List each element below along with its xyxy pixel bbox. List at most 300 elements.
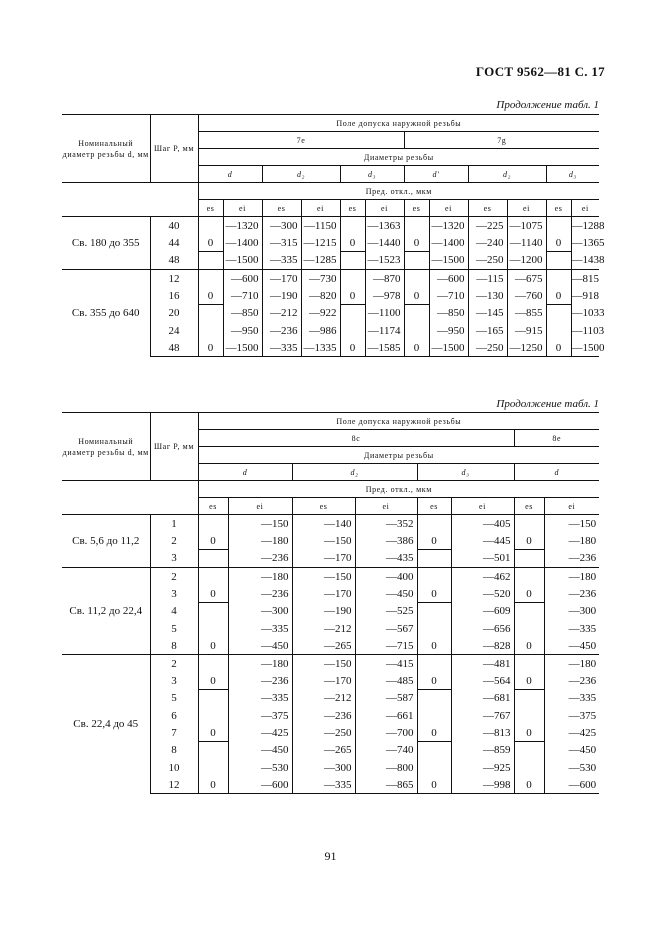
deviation-type-header: ei [223, 200, 262, 217]
value-cell: —1285 [301, 252, 340, 270]
value-cell: —661 [355, 707, 417, 724]
value-cell: —501 [451, 550, 514, 568]
nominal-diameter-cell: Св. 11,2 до 22,4 [62, 568, 150, 655]
value-cell: —335 [262, 252, 301, 270]
value-cell: —335 [544, 620, 599, 637]
value-cell [417, 515, 451, 533]
value-cell: —609 [451, 603, 514, 621]
value-cell: —236 [544, 550, 599, 568]
value-cell: —700 [355, 724, 417, 742]
pitch-cell: 1 [150, 515, 198, 533]
value-cell: —1363 [365, 217, 404, 235]
value-cell [514, 707, 544, 724]
deviation-type-header: ei [507, 200, 546, 217]
value-cell [514, 759, 544, 776]
value-cell: —600 [228, 776, 292, 794]
value-cell: —130 [468, 287, 507, 305]
value-cell [340, 305, 365, 323]
value-cell: —600 [429, 270, 468, 288]
value-cell: —145 [468, 305, 507, 323]
value-cell: —922 [301, 305, 340, 323]
value-cell: —1140 [507, 234, 546, 252]
value-cell: —236 [544, 585, 599, 603]
field-header: 7e [198, 132, 404, 149]
value-cell: —950 [429, 322, 468, 339]
value-cell: 0 [198, 287, 223, 305]
deviation-type-header: ei [544, 498, 599, 515]
value-cell: —425 [544, 724, 599, 742]
value-cell: —564 [451, 672, 514, 690]
value-cell: 0 [340, 234, 365, 252]
value-cell: —1500 [429, 252, 468, 270]
value-cell [340, 217, 365, 235]
pitch-cell: 5 [150, 620, 198, 637]
value-cell: —212 [292, 690, 355, 708]
value-cell: —1500 [223, 339, 262, 357]
deviation-type-header: ei [228, 498, 292, 515]
value-cell: 0 [417, 532, 451, 550]
pitch-cell: 7 [150, 724, 198, 742]
value-cell [404, 252, 429, 270]
deviation-type-header: ei [451, 498, 514, 515]
value-cell: —1523 [365, 252, 404, 270]
value-cell: —375 [228, 707, 292, 724]
value-cell: —740 [355, 742, 417, 760]
pitch-cell: 10 [150, 759, 198, 776]
value-cell: —530 [228, 759, 292, 776]
value-cell: 0 [198, 532, 228, 550]
value-cell: —150 [292, 532, 355, 550]
value-cell: —800 [355, 759, 417, 776]
value-cell: —225 [468, 217, 507, 235]
value-cell: 0 [546, 234, 571, 252]
value-cell: —1500 [223, 252, 262, 270]
deviation-header: Пред. откл., мкм [198, 183, 599, 200]
page-header: ГОСТ 9562—81 С. 17 [475, 64, 605, 79]
value-cell: —986 [301, 322, 340, 339]
field-header: 8c [198, 430, 514, 447]
deviation-type-header: ei [571, 200, 599, 217]
value-cell: 0 [198, 637, 228, 655]
value-cell: —190 [292, 603, 355, 621]
value-cell: 0 [404, 339, 429, 357]
value-cell [198, 322, 223, 339]
value-cell: 0 [404, 287, 429, 305]
value-cell [417, 550, 451, 568]
value-cell: —760 [507, 287, 546, 305]
value-cell: —180 [228, 532, 292, 550]
value-cell: —1033 [571, 305, 599, 323]
diameter-header: d' [404, 166, 468, 183]
pitch-cell: 3 [150, 672, 198, 690]
value-cell: —250 [292, 724, 355, 742]
deviation-type-header: ei [365, 200, 404, 217]
value-cell: —675 [507, 270, 546, 288]
diameter-header: d₃ [417, 464, 514, 481]
value-cell: —820 [301, 287, 340, 305]
value-cell: —925 [451, 759, 514, 776]
value-cell: —265 [292, 637, 355, 655]
value-cell: —1440 [365, 234, 404, 252]
value-cell: —335 [292, 776, 355, 794]
deviation-header: Пред. откл., мкм [198, 481, 599, 498]
value-cell: —170 [292, 550, 355, 568]
deviation-type-header: es [198, 498, 228, 515]
deviation-type-header: es [198, 200, 223, 217]
value-cell: —870 [365, 270, 404, 288]
value-cell: —150 [292, 655, 355, 673]
value-cell: —710 [429, 287, 468, 305]
tolerance-table-8c-8e [62, 412, 599, 794]
value-cell [546, 252, 571, 270]
value-cell [198, 707, 228, 724]
value-cell: —170 [292, 585, 355, 603]
value-cell: —140 [292, 515, 355, 533]
value-cell [417, 568, 451, 586]
deviation-type-header: es [468, 200, 507, 217]
deviation-type-header: ei [301, 200, 340, 217]
value-cell: —1075 [507, 217, 546, 235]
value-cell: 0 [417, 724, 451, 742]
value-cell: —386 [355, 532, 417, 550]
value-cell: 0 [514, 672, 544, 690]
continuation-label-1: Продолжение табл. 1 [496, 99, 599, 111]
value-cell: —865 [355, 776, 417, 794]
value-cell: —1174 [365, 322, 404, 339]
value-cell [198, 550, 228, 568]
value-cell: 0 [340, 339, 365, 357]
value-cell [404, 305, 429, 323]
pitch-cell: 4 [150, 603, 198, 621]
value-cell: —250 [468, 339, 507, 357]
value-cell [514, 620, 544, 637]
value-cell: —525 [355, 603, 417, 621]
diameter-header: d [514, 464, 599, 481]
value-cell: 0 [198, 672, 228, 690]
field-header: 8e [514, 430, 599, 447]
value-cell: —1100 [365, 305, 404, 323]
tolerance-field-header: Поле допуска наружной резьбы [198, 115, 599, 132]
value-cell: —236 [544, 672, 599, 690]
value-cell: 0 [417, 672, 451, 690]
pitch-cell: 24 [150, 322, 198, 339]
value-cell: —1400 [223, 234, 262, 252]
value-cell [404, 217, 429, 235]
value-cell: —915 [507, 322, 546, 339]
value-cell: —600 [544, 776, 599, 794]
pitch-cell: 48 [150, 339, 198, 357]
value-cell: —300 [292, 759, 355, 776]
value-cell: —415 [355, 655, 417, 673]
value-cell: —1585 [365, 339, 404, 357]
value-cell: —180 [544, 655, 599, 673]
value-cell: —352 [355, 515, 417, 533]
value-cell [198, 270, 223, 288]
value-cell: —859 [451, 742, 514, 760]
tolerance-field-header: Поле допуска наружной резьбы [198, 413, 599, 430]
value-cell: —435 [355, 550, 417, 568]
value-cell: —815 [571, 270, 599, 288]
page-number: 91 [324, 849, 337, 863]
value-cell [514, 568, 544, 586]
value-cell: —1320 [223, 217, 262, 235]
value-cell: —375 [544, 707, 599, 724]
value-cell: —828 [451, 637, 514, 655]
value-cell [546, 322, 571, 339]
value-cell: —530 [544, 759, 599, 776]
diameter-header: d₃ [340, 166, 404, 183]
pitch-cell: 6 [150, 707, 198, 724]
value-cell: —335 [544, 690, 599, 708]
tolerance-table-7e-7g [62, 114, 605, 357]
deviation-type-header: ei [355, 498, 417, 515]
value-cell: —236 [228, 550, 292, 568]
value-cell: 0 [546, 339, 571, 357]
value-cell [417, 742, 451, 760]
continuation-label-2: Продолжение табл. 1 [496, 398, 599, 410]
value-cell: —236 [228, 672, 292, 690]
pitch-cell: 8 [150, 637, 198, 655]
value-cell: —767 [451, 707, 514, 724]
diameter-header: d₂ [262, 166, 340, 183]
value-cell [514, 603, 544, 621]
deviation-type-header: es [404, 200, 429, 217]
value-cell: —1438 [571, 252, 599, 270]
value-cell [198, 655, 228, 673]
value-cell: —170 [292, 672, 355, 690]
pitch-cell: 44 [150, 234, 198, 252]
deviation-type-header: es [417, 498, 451, 515]
value-cell: —240 [468, 234, 507, 252]
value-cell [340, 270, 365, 288]
value-cell: —462 [451, 568, 514, 586]
value-cell: —850 [429, 305, 468, 323]
value-cell [198, 742, 228, 760]
value-cell: —190 [262, 287, 301, 305]
value-cell: —855 [507, 305, 546, 323]
value-cell [340, 322, 365, 339]
table-row [62, 270, 599, 288]
value-cell [417, 707, 451, 724]
value-cell: —265 [292, 742, 355, 760]
pitch-cell: 8 [150, 742, 198, 760]
value-cell: —212 [262, 305, 301, 323]
diameter-header: d₃ [546, 166, 599, 183]
value-cell [417, 620, 451, 637]
table-row [62, 655, 599, 673]
value-cell: —335 [228, 620, 292, 637]
value-cell: —850 [223, 305, 262, 323]
value-cell: 0 [514, 776, 544, 794]
pitch-cell: 2 [150, 568, 198, 586]
value-cell [546, 217, 571, 235]
diameter-header: d [198, 464, 292, 481]
pitch-cell: 3 [150, 550, 198, 568]
diameter-header: d₂ [468, 166, 546, 183]
value-cell: —1103 [571, 322, 599, 339]
pitch-cell: 40 [150, 217, 198, 235]
value-cell: —150 [544, 515, 599, 533]
value-cell: —1200 [507, 252, 546, 270]
col-nominal-header: Номинальный диаметр резьбы d, мм [62, 413, 150, 481]
value-cell: —813 [451, 724, 514, 742]
value-cell [417, 603, 451, 621]
value-cell: —1365 [571, 234, 599, 252]
value-cell: —978 [365, 287, 404, 305]
value-cell [514, 550, 544, 568]
value-cell [198, 759, 228, 776]
value-cell: 0 [198, 724, 228, 742]
value-cell: —425 [228, 724, 292, 742]
value-cell: 0 [514, 532, 544, 550]
value-cell: 0 [546, 287, 571, 305]
col-pitch-header: Шаг P, мм [150, 115, 198, 183]
table-row [62, 217, 599, 235]
pitch-cell: 2 [150, 532, 198, 550]
diameters-header: Диаметры резьбы [198, 447, 599, 464]
value-cell: —710 [223, 287, 262, 305]
value-cell: —180 [228, 655, 292, 673]
value-cell: 0 [198, 776, 228, 794]
value-cell: 0 [198, 234, 223, 252]
deviation-type-header: es [514, 498, 544, 515]
value-cell: —450 [355, 585, 417, 603]
value-cell: —520 [451, 585, 514, 603]
value-cell: —1250 [507, 339, 546, 357]
value-cell: —1400 [429, 234, 468, 252]
value-cell: —300 [262, 217, 301, 235]
value-cell: —170 [262, 270, 301, 288]
table-row [62, 568, 599, 586]
value-cell: —998 [451, 776, 514, 794]
value-cell: —681 [451, 690, 514, 708]
value-cell [417, 690, 451, 708]
value-cell: —180 [228, 568, 292, 586]
value-cell [514, 690, 544, 708]
value-cell: 0 [417, 585, 451, 603]
value-cell: —250 [468, 252, 507, 270]
value-cell: 0 [404, 234, 429, 252]
value-cell: 0 [198, 339, 223, 357]
value-cell [417, 655, 451, 673]
value-cell: —236 [262, 322, 301, 339]
value-cell: —445 [451, 532, 514, 550]
value-cell [417, 759, 451, 776]
pitch-cell: 16 [150, 287, 198, 305]
value-cell [514, 515, 544, 533]
value-cell: —1500 [429, 339, 468, 357]
value-cell: —180 [544, 532, 599, 550]
value-cell: —656 [451, 620, 514, 637]
value-cell: —1150 [301, 217, 340, 235]
value-cell: —450 [544, 742, 599, 760]
value-cell: 0 [514, 637, 544, 655]
value-cell: —212 [292, 620, 355, 637]
pitch-cell: 3 [150, 585, 198, 603]
value-cell: —180 [544, 568, 599, 586]
value-cell [404, 322, 429, 339]
value-cell: —300 [228, 603, 292, 621]
value-cell: —485 [355, 672, 417, 690]
value-cell: 0 [340, 287, 365, 305]
value-cell: 0 [514, 724, 544, 742]
value-cell [340, 252, 365, 270]
diameter-header: d [198, 166, 262, 183]
value-cell: —236 [228, 585, 292, 603]
value-cell: —405 [451, 515, 514, 533]
value-cell [404, 270, 429, 288]
nominal-diameter-cell: Св. 5,6 до 11,2 [72, 535, 140, 547]
value-cell: —450 [544, 637, 599, 655]
value-cell [514, 742, 544, 760]
value-cell: —115 [468, 270, 507, 288]
value-cell [198, 305, 223, 323]
deviation-type-header: ei [429, 200, 468, 217]
value-cell: —481 [451, 655, 514, 673]
pitch-cell: 2 [150, 655, 198, 673]
value-cell: —450 [228, 637, 292, 655]
pitch-cell: 12 [150, 270, 198, 288]
deviation-type-header: es [546, 200, 571, 217]
pitch-cell: 5 [150, 690, 198, 708]
value-cell: —918 [571, 287, 599, 305]
value-cell [198, 568, 228, 586]
value-cell [198, 252, 223, 270]
value-cell: —335 [262, 339, 301, 357]
value-cell: —450 [228, 742, 292, 760]
value-cell [198, 690, 228, 708]
value-cell: —400 [355, 568, 417, 586]
col-nominal-header: Номинальный диаметр резьбы d, мм [62, 115, 150, 183]
nominal-diameter-cell: Св. 355 до 640 [62, 270, 150, 357]
value-cell: —715 [355, 637, 417, 655]
nominal-diameter-cell: Св. 22,4 до 45 [62, 655, 150, 794]
value-cell: —315 [262, 234, 301, 252]
deviation-type-header: es [292, 498, 355, 515]
value-cell: —1215 [301, 234, 340, 252]
value-cell [198, 515, 228, 533]
value-cell: —335 [228, 690, 292, 708]
value-cell [198, 217, 223, 235]
value-cell: 0 [198, 585, 228, 603]
value-cell: —1288 [571, 217, 599, 235]
pitch-cell: 12 [150, 776, 198, 794]
value-cell: —300 [544, 603, 599, 621]
value-cell: —567 [355, 620, 417, 637]
value-cell: —1500 [571, 339, 599, 357]
value-cell: —950 [223, 322, 262, 339]
value-cell [546, 270, 571, 288]
pitch-cell: 48 [150, 252, 198, 270]
value-cell: —165 [468, 322, 507, 339]
value-cell [198, 620, 228, 637]
value-cell [546, 305, 571, 323]
value-cell: —1335 [301, 339, 340, 357]
value-cell [514, 655, 544, 673]
value-cell: —150 [292, 568, 355, 586]
value-cell: 0 [514, 585, 544, 603]
deviation-type-header: es [340, 200, 365, 217]
nominal-diameter-cell: Св. 180 до 355 [71, 237, 140, 249]
value-cell: —150 [228, 515, 292, 533]
value-cell: —236 [292, 707, 355, 724]
value-cell: —587 [355, 690, 417, 708]
diameters-header: Диаметры резьбы [198, 149, 599, 166]
pitch-cell: 20 [150, 305, 198, 323]
value-cell: 0 [417, 637, 451, 655]
col-pitch-header: Шаг P, мм [150, 413, 198, 481]
value-cell: —600 [223, 270, 262, 288]
